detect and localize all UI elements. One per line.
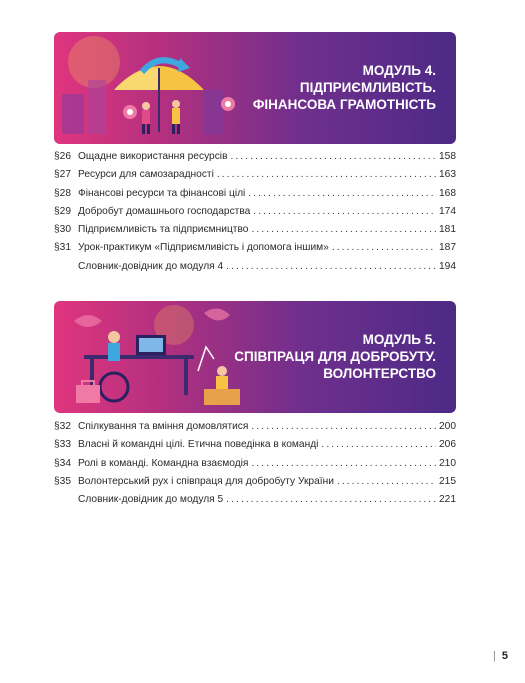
entry-title: Підприємливість та підприємництво — [78, 224, 249, 236]
section-number: §30 — [54, 224, 71, 236]
entry-title: Ролі в команді. Командна взаємодія — [78, 457, 249, 469]
leader-dots — [332, 242, 436, 253]
leader-dots — [253, 206, 436, 217]
entry-page: 168 — [439, 187, 456, 199]
module-4-title — [253, 62, 436, 113]
entry-page: 174 — [439, 205, 456, 217]
module-4-title-line: ФІНАНСОВА ГРАМОТНІСТЬ — [252, 97, 436, 112]
leader-dots — [321, 439, 436, 450]
toc-entry[interactable] — [54, 242, 456, 260]
section-number: §29 — [54, 205, 71, 217]
toc-entry[interactable] — [54, 494, 456, 512]
entry-title: Добробут домашнього господарства — [78, 205, 251, 217]
entry-title: Словник-довідник до модуля 4 — [78, 260, 224, 272]
module-4-banner — [54, 32, 456, 144]
leader-dots — [248, 188, 436, 199]
section-number: §31 — [54, 242, 71, 254]
module-5-title-line: ВОЛОНТЕРСТВО — [323, 366, 436, 381]
section-number: §28 — [54, 187, 71, 199]
leader-dots — [226, 261, 436, 272]
teamwork-illustration — [54, 301, 254, 413]
module-4-title-line: ПІДПРИЄМЛИВІСТЬ. — [299, 80, 436, 95]
section-number: §27 — [54, 169, 71, 181]
page-number — [493, 650, 508, 662]
leader-dots — [251, 421, 436, 432]
section-number: §26 — [54, 151, 71, 162]
entry-title: Ресурси для самозарадності — [78, 169, 214, 181]
toc-entry[interactable] — [54, 421, 456, 439]
toc-entry[interactable] — [54, 439, 456, 457]
toc-entry[interactable] — [54, 476, 456, 494]
entry-page: 158 — [439, 151, 456, 162]
entry-title: Спілкування та вміння домовлятися — [78, 421, 249, 432]
module-5-title — [234, 331, 436, 382]
entry-title: Волонтерський рух і співпраця для добробуту України — [78, 475, 334, 487]
toc-entry[interactable] — [54, 224, 456, 242]
section-number: §34 — [54, 457, 71, 469]
leader-dots — [251, 224, 436, 235]
toc-entry[interactable] — [54, 188, 456, 206]
entry-page: 163 — [439, 169, 456, 181]
entry-page: 210 — [439, 457, 456, 469]
entry-page: 187 — [439, 242, 456, 254]
entry-title: Власні й командні цілі. Етична поведінка в команді — [78, 439, 319, 451]
module-5-title-line: МОДУЛЬ 5. — [362, 332, 436, 347]
module-5-banner — [54, 301, 456, 413]
leader-dots — [251, 458, 436, 469]
finance-illustration — [54, 32, 254, 144]
module-5-title-line: СПІВПРАЦЯ ДЛЯ ДОБРОБУТУ. — [234, 349, 436, 364]
entry-page: 194 — [439, 260, 456, 272]
toc-entry[interactable] — [54, 151, 456, 169]
entry-page: 221 — [439, 494, 456, 506]
entry-title: Урок-практикум «Підприємливість і допомога іншим» — [78, 242, 329, 254]
toc-entry[interactable] — [54, 458, 456, 476]
module-4-title-line: МОДУЛЬ 4. — [362, 63, 436, 78]
entry-title: Ощадне використання ресурсів — [78, 151, 228, 162]
entry-title: Фінансові ресурси та фінансові цілі — [78, 187, 246, 199]
page-number-separator: | — [493, 650, 496, 662]
section-number: §32 — [54, 421, 71, 432]
section-number: §33 — [54, 439, 71, 451]
entry-page: 215 — [439, 475, 456, 487]
entry-title: Словник-довідник до модуля 5 — [78, 494, 224, 506]
section-number: §35 — [54, 475, 71, 487]
module-5-contents — [54, 421, 456, 512]
page-number-value: 5 — [501, 650, 508, 662]
toc-entry[interactable] — [54, 169, 456, 187]
leader-dots — [217, 169, 436, 180]
module-4-contents — [54, 151, 456, 279]
leader-dots — [231, 151, 437, 162]
leader-dots — [226, 494, 436, 505]
toc-entry[interactable] — [54, 261, 456, 279]
toc-entry[interactable] — [54, 206, 456, 224]
leader-dots — [337, 476, 436, 487]
entry-page: 206 — [439, 439, 456, 451]
entry-page: 181 — [439, 224, 456, 236]
entry-page: 200 — [439, 421, 456, 432]
